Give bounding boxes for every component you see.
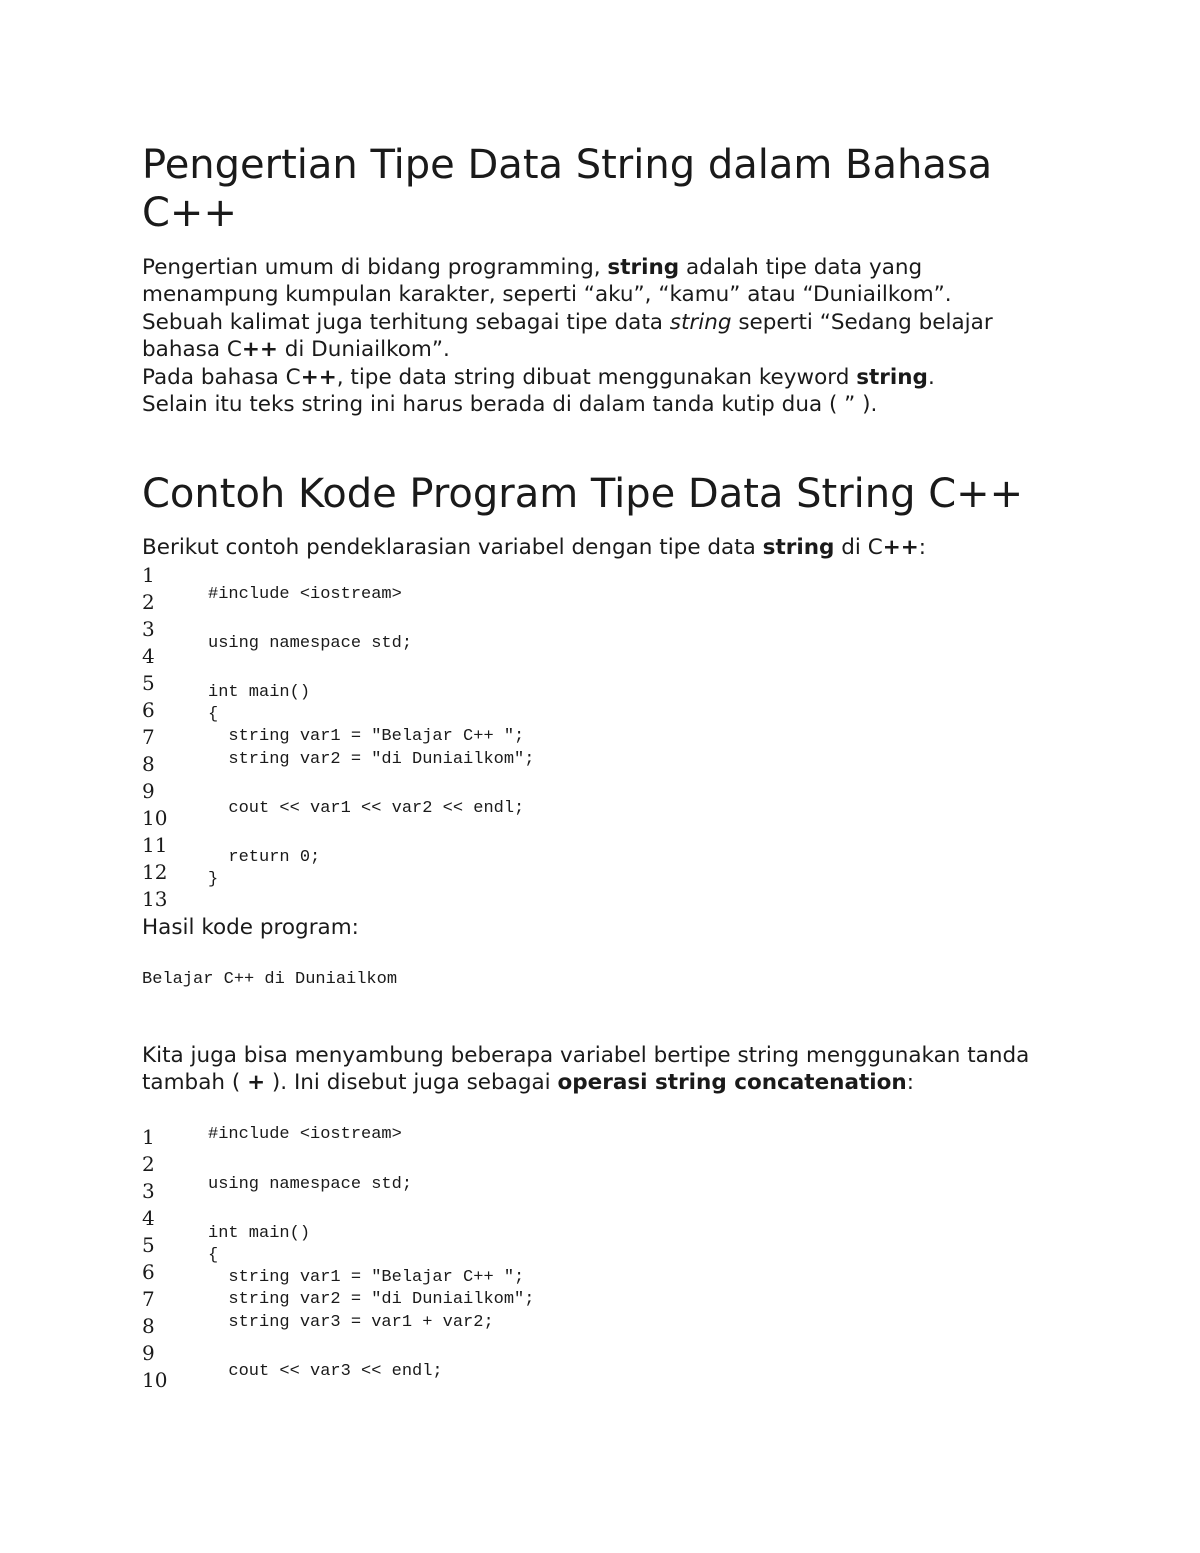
code-line: using namespace std; <box>208 1175 413 1194</box>
text-run: adalah tipe data yang menampung kumpulan karakter, seperti “aku”, “kamu” atau “Duniailkom”. <box>142 255 952 308</box>
text-run: Sebuah kalimat juga terhitung sebagai tipe data <box>142 309 670 335</box>
text-run: Pada bahasa C <box>142 364 301 390</box>
line-number-gutter <box>142 562 167 913</box>
section-title-contoh: Contoh Kode Program Tipe Data String C++ <box>142 471 1024 517</box>
intro-paragraph <box>142 254 1052 418</box>
code-line: string var2 = "di Duniailkom"; <box>208 750 535 769</box>
bold-plus-plus: ++ <box>300 364 337 390</box>
line-number: 2 <box>142 590 155 614</box>
code-line: cout << var3 << endl; <box>208 1362 443 1381</box>
code-line: string var1 = "Belajar C++ "; <box>208 1268 525 1287</box>
code-block-declaration <box>142 562 1042 912</box>
line-number: 7 <box>142 1287 155 1311</box>
bold-plus-plus: ++ <box>882 535 919 560</box>
line-number: 11 <box>142 833 168 857</box>
line-number: 4 <box>142 644 155 668</box>
code-line: cout << var1 << var2 << endl; <box>208 799 525 818</box>
code-line <box>208 658 218 680</box>
line-number: 6 <box>142 698 155 722</box>
line-number: 8 <box>142 752 155 776</box>
text-run: , tipe data string dibuat menggunakan keyword <box>336 364 857 390</box>
program-output: Belajar C++ di Duniailkom <box>142 970 398 989</box>
line-number: 4 <box>142 1206 155 1230</box>
line-number: 12 <box>142 860 168 884</box>
text-run: Berikut contoh pendeklarasian variabel dengan tipe data <box>142 535 763 560</box>
paragraph-keyword <box>142 364 1052 391</box>
line-number: 6 <box>142 1260 155 1284</box>
line-number: 7 <box>142 725 155 749</box>
code-line <box>208 1149 218 1171</box>
line-number: 9 <box>142 779 155 803</box>
code-line: #include <iostream> <box>208 585 402 604</box>
line-number: 5 <box>142 671 155 695</box>
code-block-concatenation <box>142 1124 1042 1399</box>
line-number-gutter <box>142 1124 167 1394</box>
bold-plus-plus: ++ <box>241 337 278 363</box>
text-run: : <box>918 535 926 560</box>
concat-paragraph <box>142 1042 1052 1097</box>
code-line: { <box>208 705 219 724</box>
text-run: ). Ini disebut juga sebagai <box>265 1070 558 1096</box>
line-number: 8 <box>142 1314 155 1338</box>
code-line: return 0; <box>208 848 321 867</box>
code-line: } <box>208 870 219 889</box>
code-line: string var2 = "di Duniailkom"; <box>208 1290 535 1309</box>
line-number: 10 <box>142 1368 168 1392</box>
code-line <box>208 1336 218 1358</box>
section-title-pengertian: Pengertian Tipe Data String dalam Bahasa C++ <box>142 142 993 236</box>
paragraph-quotes: Selain itu teks string ini harus berada di dalam tanda kutip dua ( ” ). <box>142 392 878 418</box>
line-number: 5 <box>142 1233 155 1257</box>
text-run: seperti “Sedang belajar bahasa C <box>142 309 993 363</box>
bold-keyword-string: string <box>607 255 680 280</box>
text-run: di Duniailkom”. <box>277 337 450 363</box>
code-line: { <box>208 1246 219 1265</box>
code-line <box>208 822 218 844</box>
code-line: using namespace std; <box>208 634 413 653</box>
bold-keyword-string: string <box>762 535 835 560</box>
text-run: Kita juga bisa menyambung beberapa variabel bertipe string menggunakan tanda tambah ( <box>142 1043 1030 1096</box>
italic-keyword-string: string <box>669 309 732 335</box>
text-run: . <box>927 364 935 390</box>
line-number: 1 <box>142 563 155 587</box>
line-number: 3 <box>142 617 155 641</box>
code-line <box>208 608 218 630</box>
code-line: #include <iostream> <box>208 1125 402 1144</box>
text-run: Pengertian umum di bidang programming, <box>142 255 608 280</box>
line-number: 10 <box>142 806 168 830</box>
paragraph-definition <box>142 254 1052 309</box>
code-line: int main() <box>208 683 311 702</box>
code-line <box>208 773 218 795</box>
line-number: 2 <box>142 1152 155 1176</box>
paragraph-sentence <box>142 309 1052 364</box>
line-number: 1 <box>142 1125 155 1149</box>
bold-keyword-string: string <box>856 364 928 390</box>
line-number: 9 <box>142 1341 155 1365</box>
code-line: string var3 = var1 + var2; <box>208 1313 494 1332</box>
bold-plus-sign: + <box>247 1070 266 1096</box>
line-number: 3 <box>142 1179 155 1203</box>
text-run: : <box>906 1070 914 1096</box>
line-number: 13 <box>142 887 168 911</box>
result-label: Hasil kode program: <box>142 915 359 940</box>
text-run: di C <box>834 535 883 560</box>
code-line: int main() <box>208 1224 311 1243</box>
bold-concatenation-term: operasi string concatenation <box>557 1070 907 1096</box>
code-line: string var1 = "Belajar C++ "; <box>208 727 525 746</box>
code-intro-paragraph <box>142 534 1052 561</box>
code-line <box>208 1198 218 1220</box>
